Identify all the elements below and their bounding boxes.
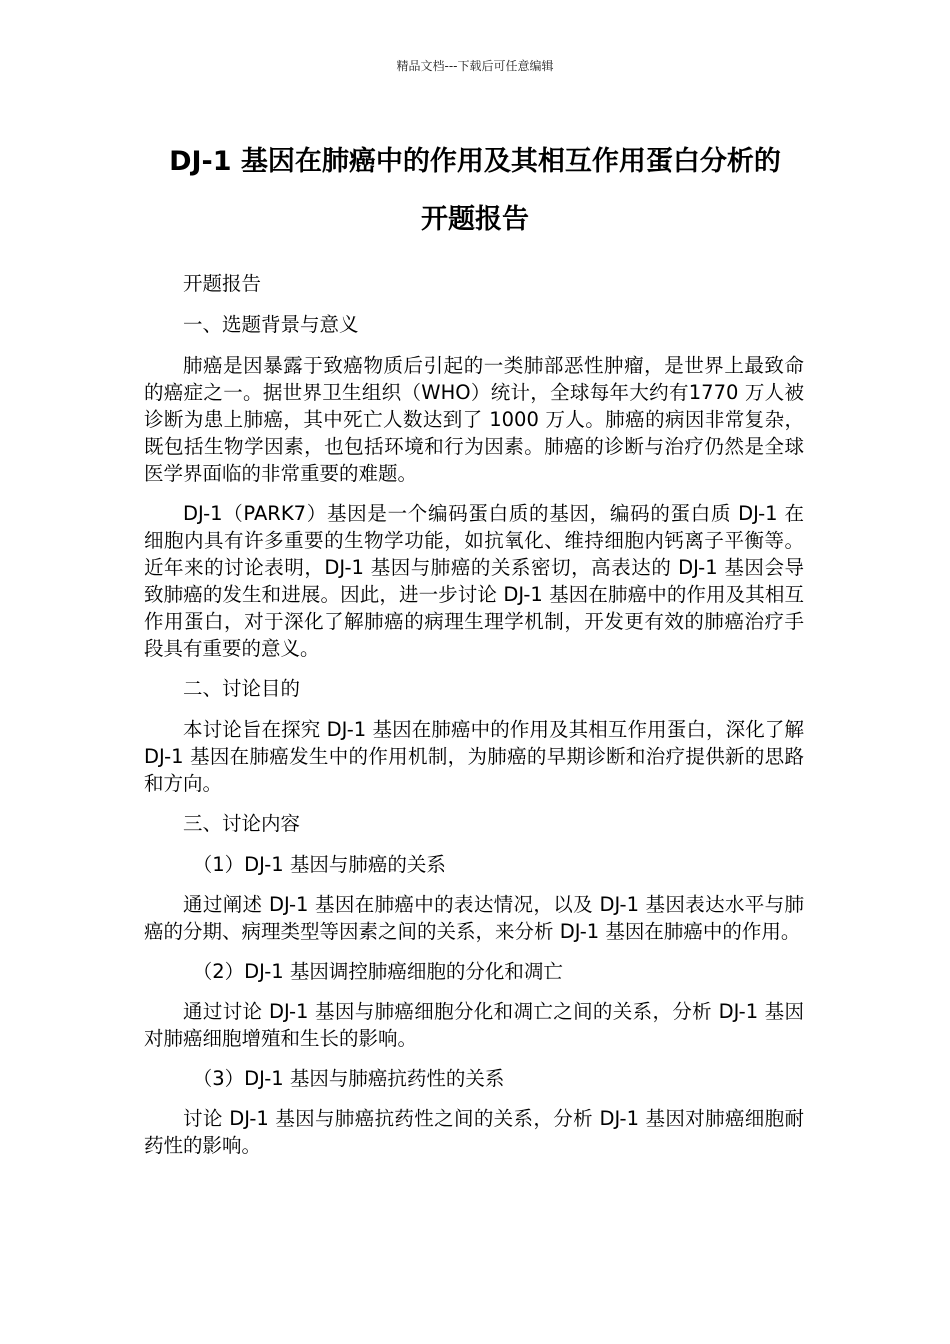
section-heading-purpose: 二、讨论目的 — [183, 677, 301, 700]
subheading-item-3: （3）DJ-1 基因与肺癌抗药性的关系 — [192, 1067, 505, 1090]
paragraph-purpose: 本讨论旨在探究 DJ-1 基因在肺癌中的作用及其相互作用蛋白，深化了解 DJ-1 基因在肺癌发生中的作用机制，为肺癌的早期诊断和治疗提供新的思路和方向。 — [144, 718, 804, 795]
report-label: 开题报告 — [183, 272, 262, 295]
document-title — [120, 133, 830, 249]
document-body — [144, 270, 804, 1172]
paragraph-item-1: 通过阐述 DJ-1 基因在肺癌中的表达情况，以及 DJ-1 基因表达水平与肺癌的分期、病理类型等因素之间的关系，来分析 DJ-1 基因在肺癌中的作用。 — [144, 893, 804, 943]
paragraph-background-1: 肺癌是因暴露于致癌物质后引起的一类肺部恶性肿瘤，是世界上最致命的癌症之一。据世界卫生组织（WHO）统计，全球每年大约有1770 万人被诊断为患上肺癌，其中死亡人数达到了 1000 万人。肺癌的病因非常复杂，既包括生物学因素，也包括环境和行为因素。肺癌的诊断与治疗仍然是全球医学界面临的非常重要的难题。 — [144, 354, 804, 485]
header-note: 精品文档---下载后可任意编辑 — [396, 59, 554, 73]
paragraph-item-3: 讨论 DJ-1 基因与肺癌抗药性之间的关系，分析 DJ-1 基因对肺癌细胞耐药性的影响。 — [144, 1107, 804, 1157]
section-heading-content: 三、讨论内容 — [183, 812, 301, 835]
section-heading-background: 一、选题背景与意义 — [183, 313, 359, 336]
subheading-item-2: （2）DJ-1 基因调控肺癌细胞的分化和凋亡 — [192, 960, 563, 983]
title-line-1: DJ-1 基因在肺癌中的作用及其相互作用蛋白分析的 — [169, 146, 781, 177]
subheading-item-1: （1）DJ-1 基因与肺癌的关系 — [192, 853, 446, 876]
title-line-2: 开题报告 — [421, 204, 529, 235]
paragraph-background-2: DJ-1（PARK7）基因是一个编码蛋白质的基因，编码的蛋白质 DJ-1 在细胞内具有许多重要的生物学功能，如抗氧化、维持细胞内钙离子平衡等。近年来的讨论表明，DJ-1 基因与肺癌的关系密切，高表达的 DJ-1 基因会导致肺癌的发生和进展。因此，进一步讨论 DJ-1 基因在肺癌中的作用及其相互作用蛋白，对于深化了解肺癌的病理生理学机制，开发更有效的肺癌治疗手段具有重要的意义。 — [144, 502, 804, 660]
paragraph-item-2: 通过讨论 DJ-1 基因与肺癌细胞分化和凋亡之间的关系，分析 DJ-1 基因对肺癌细胞增殖和生长的影响。 — [144, 1000, 804, 1050]
